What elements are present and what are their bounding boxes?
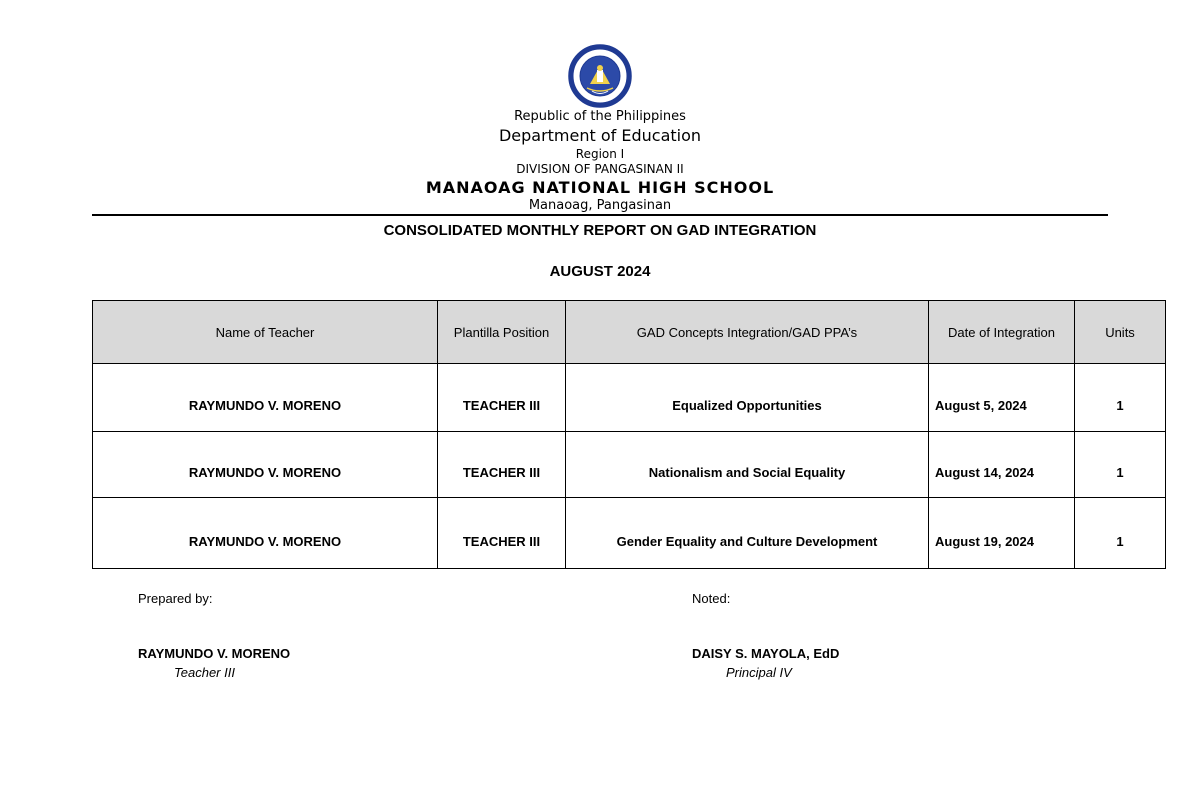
table-row — [93, 432, 1166, 498]
school-address: Manaoag, Pangasinan — [528, 198, 672, 213]
division-line: DIVISION OF PANGASINAN II — [516, 162, 684, 176]
report-title: CONSOLIDATED MONTHLY REPORT ON GAD INTEGRATION — [383, 222, 817, 239]
department-line: Department of Education — [498, 126, 702, 145]
table-row — [93, 364, 1166, 432]
column-header-date: Date of Integration — [929, 301, 1075, 364]
prepared-by-name: RAYMUNDO V. MORENO — [138, 646, 291, 661]
cell-position: TEACHER III — [438, 432, 566, 498]
cell-units: 1 — [1075, 498, 1166, 569]
cell-name: RAYMUNDO V. MORENO — [93, 498, 438, 569]
cell-position: TEACHER III — [438, 364, 566, 432]
noted-by-label: Noted: — [692, 591, 731, 606]
prepared-by-label: Prepared by: — [138, 591, 213, 606]
column-header-name: Name of Teacher — [93, 301, 438, 364]
column-header-position: Plantilla Position — [438, 301, 566, 364]
noted-by-position: Principal IV — [726, 665, 792, 680]
region-line: Region I — [575, 147, 625, 161]
cell-name: RAYMUNDO V. MORENO — [93, 364, 438, 432]
cell-position: TEACHER III — [438, 498, 566, 569]
cell-concept: Nationalism and Social Equality — [566, 432, 929, 498]
report-month: AUGUST 2024 — [549, 263, 651, 280]
cell-concept: Gender Equality and Culture Development — [566, 498, 929, 569]
cell-concept: Equalized Opportunities — [566, 364, 929, 432]
cell-date: August 14, 2024 — [929, 432, 1075, 498]
cell-name: RAYMUNDO V. MORENO — [93, 432, 438, 498]
table-header-row — [93, 301, 1166, 364]
cell-date: August 5, 2024 — [929, 364, 1075, 432]
gad-integration-table — [92, 300, 1166, 569]
deped-seal-logo — [557, 44, 643, 108]
prepared-by-position: Teacher III — [174, 665, 235, 680]
table-row — [93, 498, 1166, 569]
noted-by-name: DAISY S. MAYOLA, EdD — [692, 646, 840, 661]
school-name: MANAOAG NATIONAL HIGH SCHOOL — [425, 178, 775, 197]
header-divider — [92, 214, 1108, 216]
column-header-concept: GAD Concepts Integration/GAD PPA’s — [566, 301, 929, 364]
cell-units: 1 — [1075, 364, 1166, 432]
republic-line: Republic of the Philippines — [514, 109, 686, 124]
cell-units: 1 — [1075, 432, 1166, 498]
column-header-units: Units — [1075, 301, 1166, 364]
cell-date: August 19, 2024 — [929, 498, 1075, 569]
